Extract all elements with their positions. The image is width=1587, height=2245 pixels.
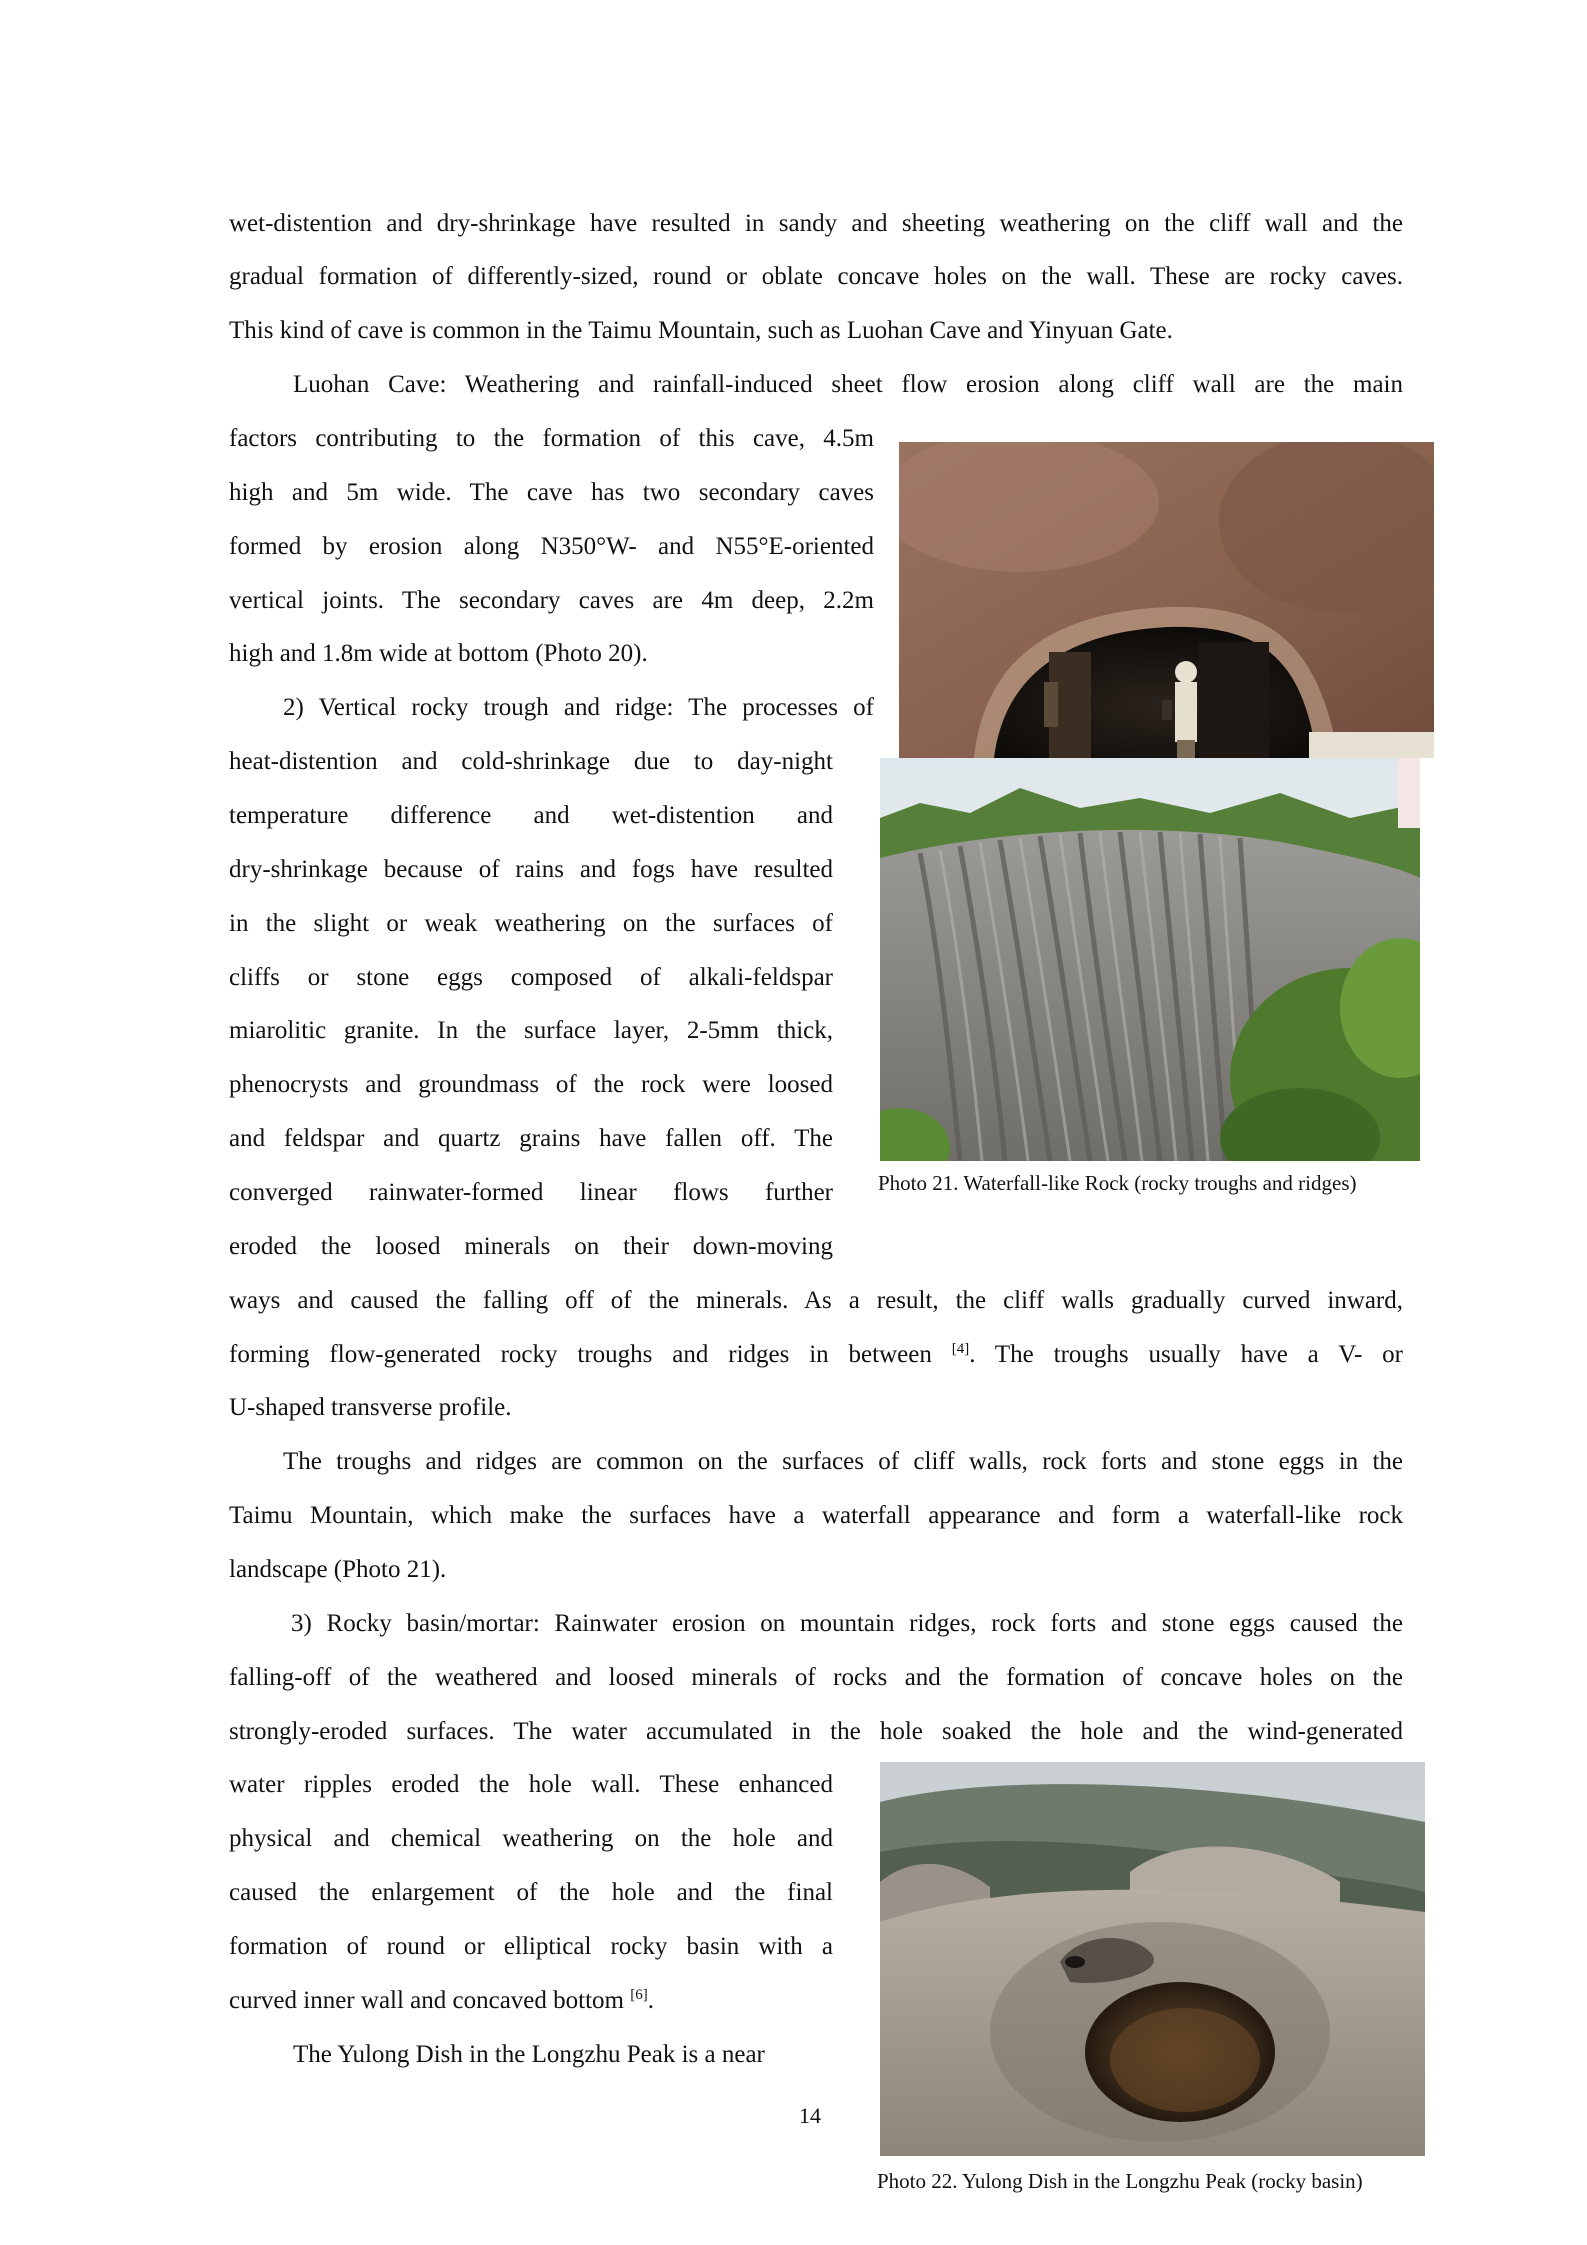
page-number: 14 [799,2103,821,2128]
body-text: curved inner wall and concaved bottom [229,1987,631,2014]
body-line: and feldspar and quartz grains have fallen off. The [229,1125,833,1152]
body-line [229,1985,833,2017]
troughs-illustration [880,758,1420,1161]
body-line: strongly-eroded surfaces. The water accumulated in the hole soaked the hole and the wind-generated [229,1718,1403,1745]
body-line: This kind of cave is common in the Taimu Mountain, such as Luohan Cave and Yinyuan Gate. [229,317,1173,344]
body-line: heat-distention and cold-shrinkage due to day-night [229,748,833,775]
body-line: miarolitic granite. In the surface layer, 2-5mm thick, [229,1017,833,1044]
citation-ref: [6] [630,1987,648,2003]
photo-waterfall-like-rock [880,758,1420,1161]
body-line: wet-distention and dry-shrinkage have resulted in sandy and sheeting weathering on the cliff wall and the [229,210,1403,237]
body-line: high and 1.8m wide at bottom (Photo 20). [229,640,648,667]
body-line: landscape (Photo 21). [229,1556,447,1583]
body-line: high and 5m wide. The cave has two secondary caves [229,479,874,506]
body-line: eroded the loosed minerals on their down-moving [229,1233,833,1260]
rock-basin-illustration [880,1762,1425,2156]
body-line: converged rainwater-formed linear flows further [229,1179,833,1206]
body-line: falling-off of the weathered and loosed minerals of rocks and the formation of concave holes on the [229,1664,1403,1691]
cave-illustration [899,442,1434,758]
photo-21-caption: Photo 21. Waterfall-like Rock (rocky troughs and ridges) [878,1171,1357,1195]
body-line [229,1339,1403,1371]
citation-ref: [4] [951,1341,970,1357]
body-line: dry-shrinkage because of rains and fogs have resulted [229,856,833,883]
body-line: formation of round or elliptical rocky basin with a [229,1933,833,1960]
body-line: cliffs or stone eggs composed of alkali-feldspar [229,964,833,991]
body-line: in the slight or weak weathering on the surfaces of [229,910,833,937]
body-line: The Yulong Dish in the Longzhu Peak is a near [293,2041,765,2068]
photo-22-caption: Photo 22. Yulong Dish in the Longzhu Peak (rocky basin) [877,2169,1363,2193]
body-line: 2) Vertical rocky trough and ridge: The processes of [283,694,874,721]
body-text: . [647,1987,654,2014]
body-line: temperature difference and wet-distention and [229,802,833,829]
photo-yulong-dish [880,1762,1425,2156]
body-line: caused the enlargement of the hole and the final [229,1879,833,1906]
body-line: 3) Rocky basin/mortar: Rainwater erosion on mountain ridges, rock forts and stone eggs caused the [291,1610,1403,1637]
body-line: gradual formation of differently-sized, round or oblate concave holes on the wall. These are rocky caves. [229,263,1403,290]
body-text: . The troughs usually have a V- or [969,1341,1403,1368]
body-text: forming flow-generated rocky troughs and ridges in between [229,1341,952,1368]
body-line: Taimu Mountain, which make the surfaces have a waterfall appearance and form a waterfall-like rock [229,1502,1403,1529]
body-line: formed by erosion along N350°W- and N55°E-oriented [229,533,874,560]
body-line: ways and caused the falling off of the minerals. As a result, the cliff walls gradually curved inward, [229,1287,1403,1314]
body-line: water ripples eroded the hole wall. These enhanced [229,1771,833,1798]
body-line: U-shaped transverse profile. [229,1394,512,1421]
photo-luohan-cave [899,442,1434,758]
body-line: The troughs and ridges are common on the surfaces of cliff walls, rock forts and stone eggs in the [283,1448,1403,1475]
body-line: factors contributing to the formation of this cave, 4.5m [229,425,874,452]
body-line: physical and chemical weathering on the hole and [229,1825,833,1852]
body-line: phenocrysts and groundmass of the rock were loosed [229,1071,833,1098]
body-line: Luohan Cave: Weathering and rainfall-induced sheet flow erosion along cliff wall are the main [293,371,1403,398]
body-line: vertical joints. The secondary caves are 4m deep, 2.2m [229,587,874,614]
